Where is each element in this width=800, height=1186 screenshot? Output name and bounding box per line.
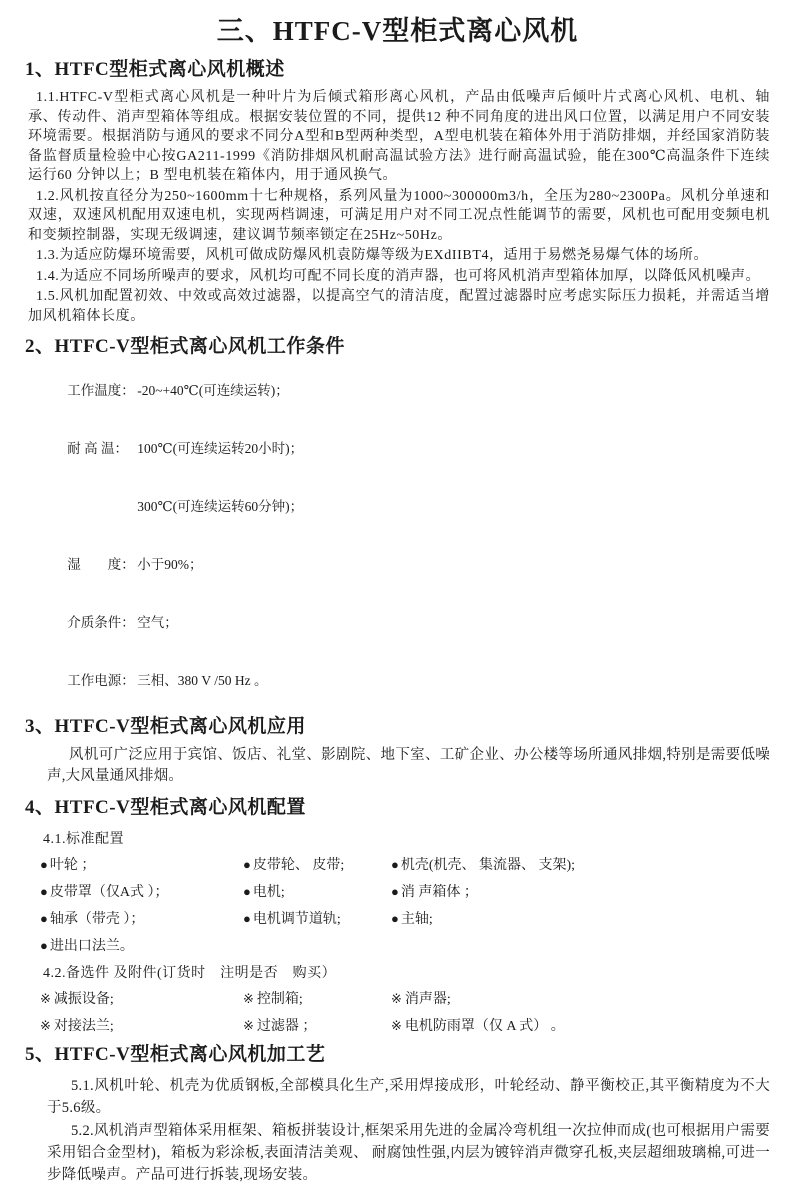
section-2-heading: 2、HTFC-V型柜式离心风机工作条件 xyxy=(25,336,345,357)
list-item xyxy=(40,1018,243,1034)
reference-mark-icon: ※ xyxy=(40,991,51,1006)
list-item-label: 消 声箱体 ； xyxy=(400,885,478,900)
list-item xyxy=(391,911,770,927)
list-item-label: 电机; xyxy=(252,885,285,900)
reference-mark-icon: ※ xyxy=(391,991,402,1006)
paragraph-5-1: 5.1.风机叶轮、机壳为优质钢板,全部模具化生产,采用焊接成形，叶轮经动、静平衡校正,其平衡精度为不大于5.6级。 xyxy=(47,1078,770,1116)
list-item xyxy=(243,911,391,927)
bullet-icon: ● xyxy=(243,884,251,899)
list-item xyxy=(40,938,243,954)
reference-mark-icon: ※ xyxy=(243,991,254,1006)
condition-label: 工作电源： xyxy=(67,673,135,688)
condition-row-medium xyxy=(47,597,770,648)
section-4-heading: 4、HTFC-V型柜式离心风机配置 xyxy=(25,797,306,818)
list-item-label: 机壳(机壳、 集流器、 支架); xyxy=(400,858,576,873)
condition-row-humidity xyxy=(47,539,770,590)
list-item xyxy=(391,991,770,1007)
optional-parts-list xyxy=(40,991,770,1034)
standard-config-list xyxy=(40,857,770,954)
bullet-icon: ● xyxy=(40,911,48,926)
condition-label: 湿 度： xyxy=(67,557,135,572)
bullet-icon: ● xyxy=(391,884,399,899)
paragraph-application: 风机可广泛应用于宾馆、饭店、礼堂、影剧院、地下室、工矿企业、办公楼等场所通风排烟,特别是需要低噪声,大风量通风排烟。 xyxy=(47,747,770,784)
list-item-label: 皮带罩（仅A式 ）； xyxy=(49,885,169,900)
paragraph-1-4: 1.4.为适应不同场所噪声的要求，风机均可配不同长度的消声器，也可将风机消声型箱体加厚，以降低风机噪声。 xyxy=(36,268,761,284)
bullet-icon: ● xyxy=(40,938,48,953)
paragraph-1-3: 1.3.为适应防爆环境需要，风机可做成防爆风机袁防爆等级为EXdIIBT4，适用于易燃尧易爆气体的场所。 xyxy=(36,248,709,263)
bullet-icon: ● xyxy=(391,911,399,926)
condition-label: 工作温度： xyxy=(67,383,135,398)
reference-mark-icon: ※ xyxy=(391,1018,402,1033)
paragraph-1-2: 1.2.风机按直径分为250~1600mm十七种规格，系列风量为1000~300000m3/h，全压为280~2300Pa。风机分单速和双速，双速风机配用双速电机，实现两档调速，可满足用户对不同工况点性能调节的需要，风机也可配用变频电机和变频控制器，实现无级调速，建议调节频率锁定在25Hz~50Hz。 xyxy=(28,188,770,243)
paragraph-5-2: 5.2.风机消声型箱体采用框架、箱板拼装设计,框架采用先进的金属冷弯机组一次拉伸而成(也可根据用户需要采用铝合金型材)，箱板为彩涂板,表面清洁美观、 耐腐蚀性强,内层为镀锌消声微穿孔板,夹层超细玻璃棉,可进一步降低噪声。产品可进行拆装,现场安装。 xyxy=(47,1123,770,1183)
list-item xyxy=(391,1018,770,1034)
reference-mark-icon: ※ xyxy=(243,1018,254,1033)
section-3-heading: 3、HTFC-V型柜式离心风机应用 xyxy=(25,716,306,737)
list-item-label: 消声器; xyxy=(404,992,451,1007)
condition-value: 空气； xyxy=(137,615,178,630)
list-item-label: 过滤器 ； xyxy=(256,1019,317,1034)
paragraph-1-1: 1.1.HTFC-V型柜式离心风机是一种叶片为后倾式箱形离心风机，产品由低噪声后倾叶片式离心风机、电机、轴承、传动件、消声型箱体等组成。根据安装位置的不同，提供12 种不同角度的进出风口位置，以满足用户不同安装环境需要。根据消防与通风的要求不同分A型和B型两种类型，A型电机装在箱体外用于消防排烟，并经国家消防装备监督质量检验中心按GA211-1999《消防排烟风机耐高温试验方法》进行耐高温试验，能在300℃高温条件下连续运行60 分钟以上；B 型电机装在箱体内，用于通风换气。 xyxy=(28,90,770,183)
reference-mark-icon: ※ xyxy=(40,1018,51,1033)
condition-value: 小于90%； xyxy=(137,557,203,572)
list-item xyxy=(243,991,391,1007)
list-item xyxy=(243,884,391,900)
list-item xyxy=(391,857,770,873)
condition-label: 介质条件： xyxy=(67,615,135,630)
list-item xyxy=(40,884,243,900)
list-item-label: 进出口法兰。 xyxy=(49,939,134,954)
condition-row-heat-resistance xyxy=(47,423,770,474)
list-item xyxy=(243,1018,391,1034)
list-item xyxy=(40,857,243,873)
list-item-label: 叶轮 ； xyxy=(49,858,96,873)
list-item xyxy=(40,911,243,927)
condition-value: 300℃(可连续运转60分钟)； xyxy=(137,499,304,514)
bullet-icon: ● xyxy=(40,857,48,872)
page-title: 三、HTFC-V型柜式离心风机 xyxy=(216,16,579,46)
condition-row-heat-resistance-2 xyxy=(47,481,770,532)
list-item xyxy=(391,884,770,900)
list-item-label: 减振设备; xyxy=(53,992,114,1007)
section-5-heading: 5、HTFC-V型柜式离心风机加工艺 xyxy=(25,1044,326,1065)
list-item xyxy=(40,991,243,1007)
condition-value: -20~+40℃(可连续运转)； xyxy=(137,383,289,398)
bullet-icon: ● xyxy=(391,857,399,872)
optional-parts-label: 4.2.备选件 及附件(订货时 注明是否 购买） xyxy=(43,966,337,981)
condition-row-power xyxy=(47,655,770,706)
list-item-label: 电机调节道轨; xyxy=(252,912,341,927)
list-item-label: 皮带轮、 皮带; xyxy=(252,858,345,873)
condition-label: 耐 高 温： xyxy=(67,441,128,456)
list-item-label: 轴承（带壳 ）； xyxy=(49,912,145,927)
paragraph-1-5: 1.5.风机加配置初效、中效或高效过滤器，以提高空气的清洁度，配置过滤器时应考虑实际压力损耗，并需适当增加风机箱体长度。 xyxy=(28,289,770,324)
bullet-icon: ● xyxy=(40,884,48,899)
condition-row-temperature xyxy=(47,365,770,416)
bullet-icon: ● xyxy=(243,857,251,872)
condition-value: 三相、380 V /50 Hz 。 xyxy=(137,673,268,688)
list-item-label: 控制箱; xyxy=(256,992,303,1007)
condition-value: 100℃(可连续运转20小时)； xyxy=(137,441,304,456)
list-item-label: 主轴; xyxy=(400,912,433,927)
bullet-icon: ● xyxy=(243,911,251,926)
working-conditions-list xyxy=(47,365,770,706)
standard-config-label: 4.1.标准配置 xyxy=(43,832,124,847)
list-item-label: 电机防雨罩（仅 A 式） 。 xyxy=(404,1019,565,1034)
section-1-heading: 1、HTFC型柜式离心风机概述 xyxy=(25,59,285,80)
list-item xyxy=(243,857,391,873)
list-item-label: 对接法兰; xyxy=(53,1019,114,1034)
